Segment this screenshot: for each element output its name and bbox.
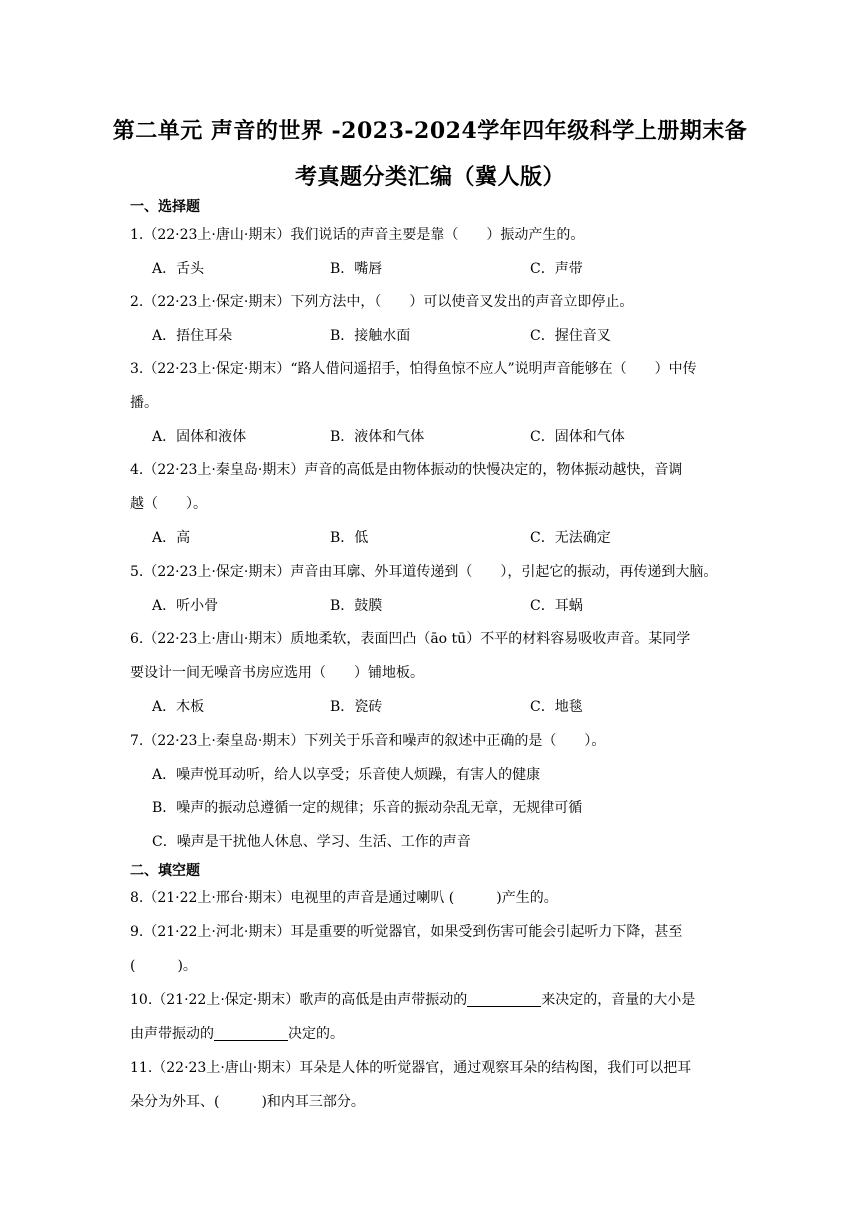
question-7-option-c: C．噪声是干扰他人休息、学习、生活、工作的声音: [152, 834, 471, 850]
question-10-line-1: [130, 990, 740, 1010]
question-5-option-b: B．鼓膜: [330, 598, 383, 614]
question-4-option-a: A．高: [152, 530, 191, 546]
answer-blank-1: [467, 992, 541, 1007]
question-9-text-line-2: ( )。: [130, 958, 197, 974]
question-7-option-b: B．噪声的振动总遵循一定的规律；乐音的振动杂乱无章，无规律可循: [152, 800, 583, 816]
question-3-text-line-2: 播。: [130, 395, 158, 411]
question-6-option-c: C．地毯: [530, 699, 583, 715]
question-10-part-2: 来决定的，音量的大小是: [541, 992, 696, 1008]
question-10-line-2: [130, 1024, 740, 1044]
question-3-text-line-1: 3.（22·23上·保定·期末）“路人借问遥招手，怕得鱼惊不应人”说明声音能够在（ ）中传: [130, 361, 697, 377]
question-2-text: 2.（22·23上·保定·期末）下列方法中，（ ）可以使音叉发出的声音立即停止。: [130, 294, 634, 310]
question-2-option-b: B．接触水面: [330, 328, 411, 344]
answer-blank-2: [214, 1026, 288, 1041]
question-1-option-c: C．声带: [530, 261, 583, 277]
question-3-option-a: A．固体和液体: [152, 429, 247, 445]
question-3-option-b: B．液体和气体: [330, 429, 425, 445]
question-1-option-b: B．嘴唇: [330, 261, 383, 277]
question-6-text-line-1: 6.（22·23上·唐山·期末）质地柔软，表面凹凸（āo tū）不平的材料容易吸收声音。某同学: [130, 631, 691, 647]
section-heading-fill-in: 二、填空题: [130, 863, 200, 879]
question-11-text-line-1: 11.（22·23上·唐山·期末）耳朵是人体的听觉器官，通过观察耳朵的结构图，我们可以把耳: [130, 1060, 692, 1076]
question-2-option-c: C．握住音叉: [530, 328, 611, 344]
question-4-text-line-2: 越（ ）。: [130, 496, 207, 512]
question-10-part-4: 决定的。: [288, 1026, 344, 1042]
question-6-option-a: A．木板: [152, 699, 205, 715]
question-4-option-c: C．无法确定: [530, 530, 611, 546]
section-heading-choice: 一、选择题: [130, 199, 200, 215]
question-5-option-c: C．耳蜗: [530, 598, 583, 614]
question-1-text: 1.（22·23上·唐山·期末）我们说话的声音主要是靠（ ）振动产生的。: [130, 227, 585, 243]
question-7-option-a: A．噪声悦耳动听，给人以享受；乐音使人烦躁，有害人的健康: [152, 767, 541, 783]
question-9-text-line-1: 9.（21·22上·河北·期末）耳是重要的听觉器官，如果受到伤害可能会引起听力下降，甚至: [130, 924, 683, 940]
document-title-line-2: 考真题分类汇编（冀人版）: [294, 164, 565, 190]
question-6-text-line-2: 要设计一间无噪音书房应选用（ ）铺地板。: [130, 665, 424, 681]
question-2-option-a: A．捂住耳朵: [152, 328, 233, 344]
question-3-option-c: C．固体和气体: [530, 429, 625, 445]
question-6-option-b: B．瓷砖: [330, 699, 383, 715]
question-4-option-b: B．低: [330, 530, 369, 546]
question-5-option-a: A．听小骨: [152, 598, 219, 614]
question-7-text: 7.（22·23上·秦皇岛·期末）下列关于乐音和噪声的叙述中正确的是（ ）。: [130, 733, 606, 749]
question-11-text-line-2: 朵分为外耳、( )和内耳三部分。: [130, 1094, 365, 1110]
question-8-text: 8.（21·22上·邢台·期末）电视里的声音是通过喇叭 ( )产生的。: [130, 890, 558, 906]
question-1-option-a: A．舌头: [152, 261, 205, 277]
document-title-line-1: 第二单元 声音的世界 -2023-2024学年四年级科学上册期末备: [112, 118, 748, 144]
question-5-text: 5.（22·23上·保定·期末）声音由耳廓、外耳道传递到（ ），引起它的振动，再传递到大脑。: [130, 564, 718, 580]
question-10-part-3: 由声带振动的: [130, 1026, 214, 1042]
question-10-part-1: 10.（21·22上·保定·期末）歌声的高低是由声带振动的: [130, 992, 468, 1008]
question-4-text-line-1: 4.（22·23上·秦皇岛·期末）声音的高低是由物体振动的快慢决定的，物体振动越快，音调: [130, 462, 683, 478]
